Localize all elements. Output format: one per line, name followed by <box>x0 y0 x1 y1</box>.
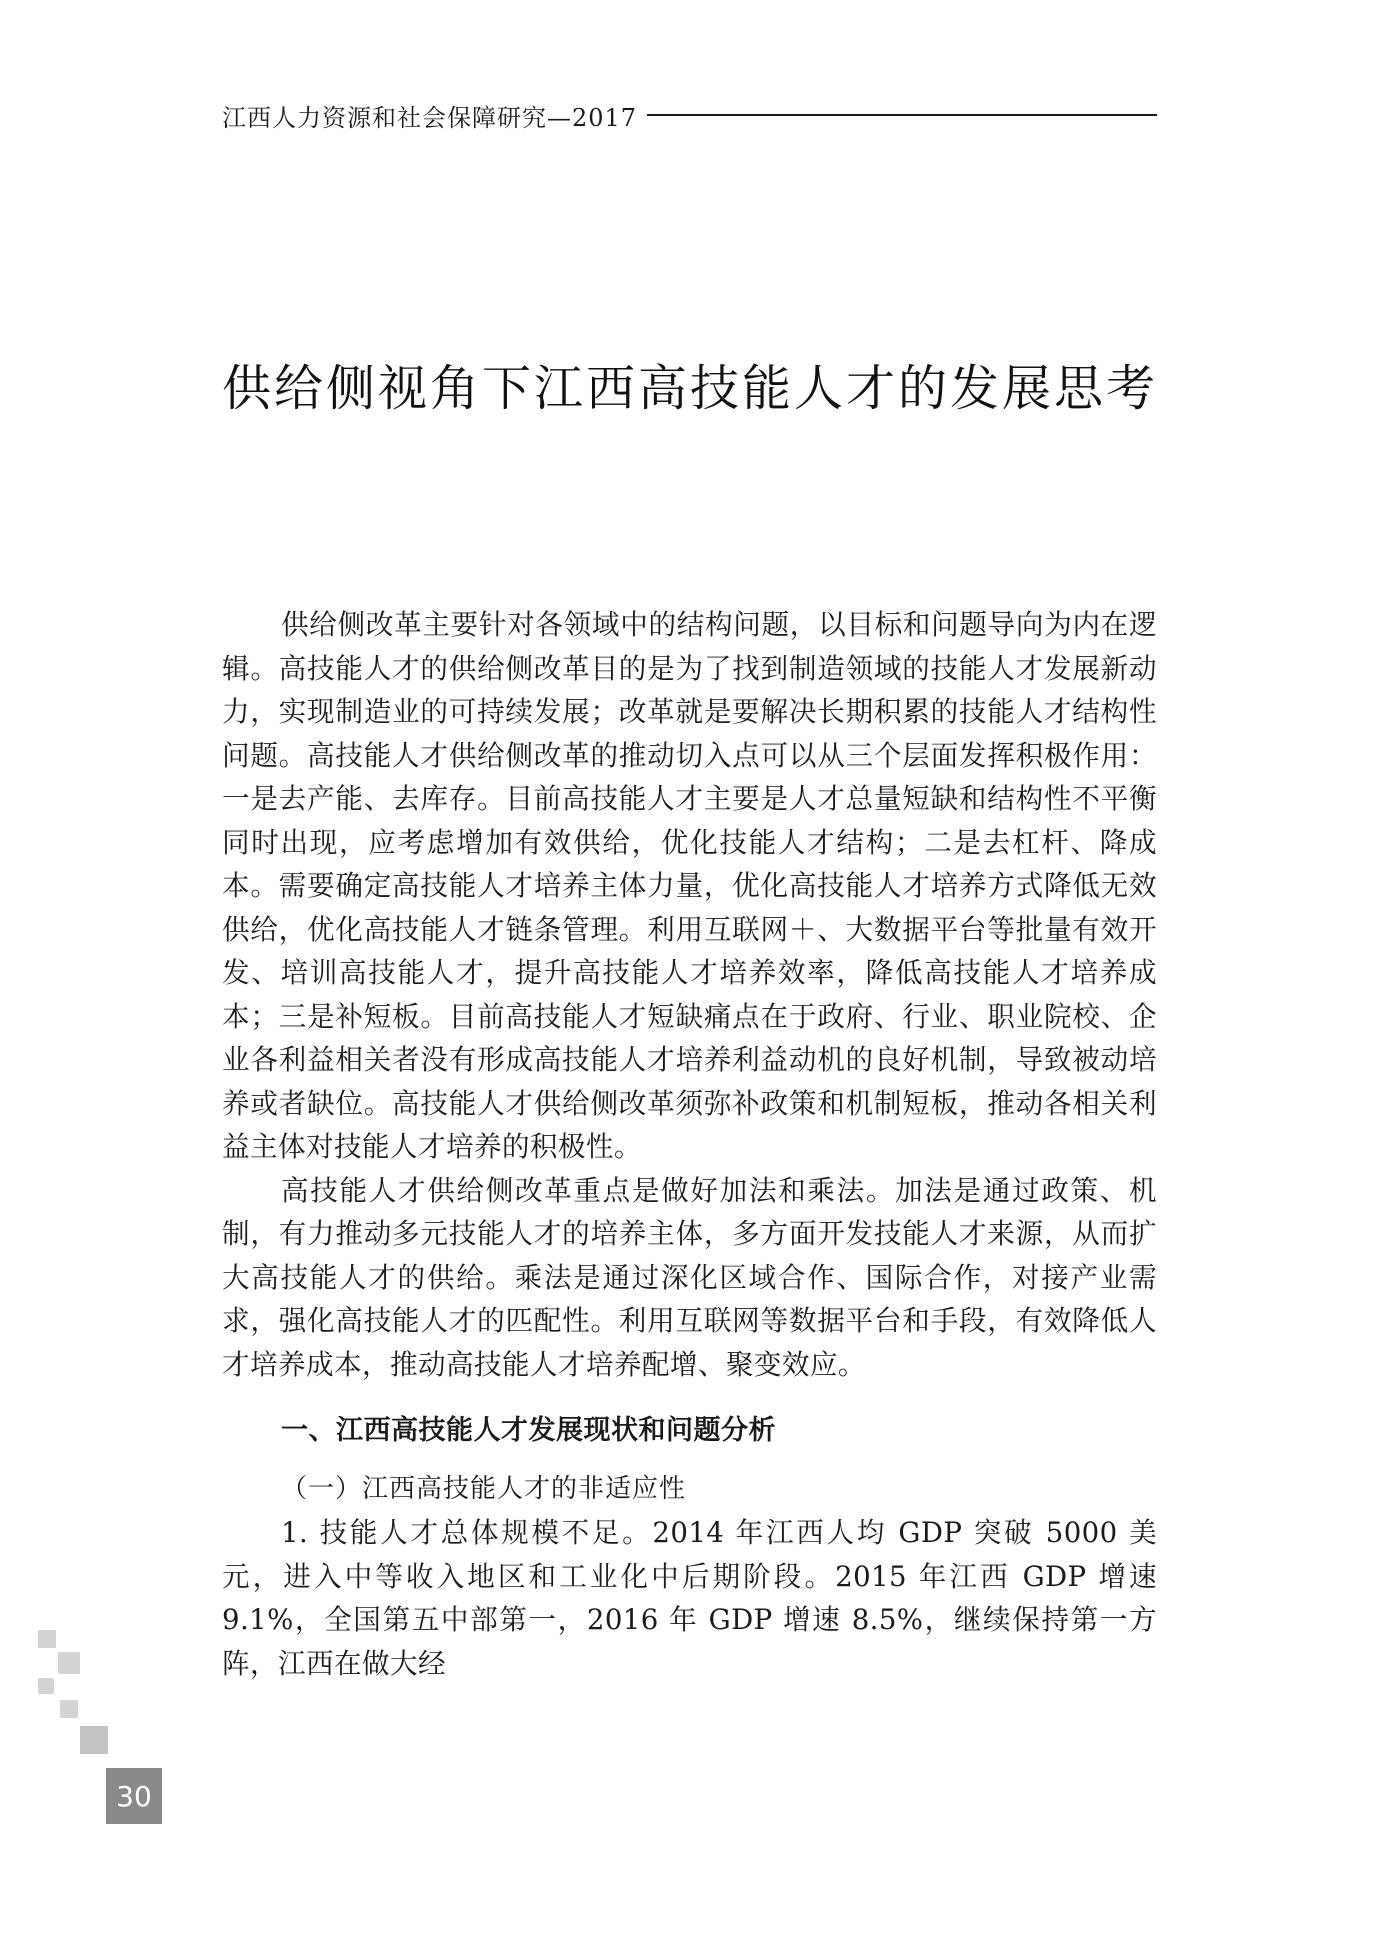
section-heading: 一、江西高技能人才发展现状和问题分析 <box>281 1415 776 1446</box>
sub-heading: （一）江西高技能人才的非适应性 <box>281 1474 687 1504</box>
page-number: 30 <box>116 1779 152 1813</box>
article-title: 供给侧视角下江西高技能人才的发展思考 <box>222 360 1159 417</box>
page-number-box <box>106 1768 162 1824</box>
paragraph: 高技能人才供给侧改革重点是做好加法和乘法。加法是通过政策、机制，有力推动多元技能人才的培养主体，多方面开发技能人才来源，从而扩大高技能人才的供给。乘法是通过深化区域合作、国际合作，对接产业需求，强化高技能人才的匹配性。利用互联网等数据平台和手段，有效降低人才培养成本，推动高技能人才培养配增、聚变效应。 <box>222 1173 1157 1381</box>
paragraph: 1. 技能人才总体规模不足。2014 年江西人均 GDP 突破 5000 美元，进入中等收入地区和工业化中后期阶段。2015 年江西 GDP 增速 9.1%，全国第五中部第一，2016 年 GDP 增速 8.5%，继续保持第一方阵，江西在做大经 <box>222 1516 1157 1680</box>
decor-square <box>38 1630 56 1648</box>
header-rule <box>647 114 1157 116</box>
decor-square <box>38 1678 54 1694</box>
decor-square <box>58 1652 80 1674</box>
decor-square <box>80 1726 108 1754</box>
article-body <box>222 603 1157 1685</box>
decor-square <box>60 1700 78 1718</box>
paragraph: 供给侧改革主要针对各领域中的结构问题，以目标和问题导向为内在逻辑。高技能人才的供给侧改革目的是为了找到制造领域的技能人才发展新动力，实现制造业的可持续发展；改革就是要解决长期积累的技能人才结构性问题。高技能人才供给侧改革的推动切入点可以从三个层面发挥积极作用：一是去产能、去库存。目前高技能人才主要是人才总量短缺和结构性不平衡同时出现，应考虑增加有效供给，优化技能人才结构；二是去杠杆、降成本。需要确定高技能人才培养主体力量，优化高技能人才培养方式降低无效供给，优化高技能人才链条管理。利用互联网＋、大数据平台等批量有效开发、培训高技能人才，提升高技能人才培养效率，降低高技能人才培养成本；三是补短板。目前高技能人才短缺痛点在于政府、行业、职业院校、企业各利益相关者没有形成高技能人才培养利益动机的良好机制，导致被动培养或者缺位。高技能人才供给侧改革须弥补政策和机制短板，推动各相关利益主体对技能人才培养的积极性。 <box>222 608 1157 1163</box>
running-header <box>222 95 1157 135</box>
running-header-title: 江西人力资源和社会保障研究—2017 <box>222 103 638 132</box>
